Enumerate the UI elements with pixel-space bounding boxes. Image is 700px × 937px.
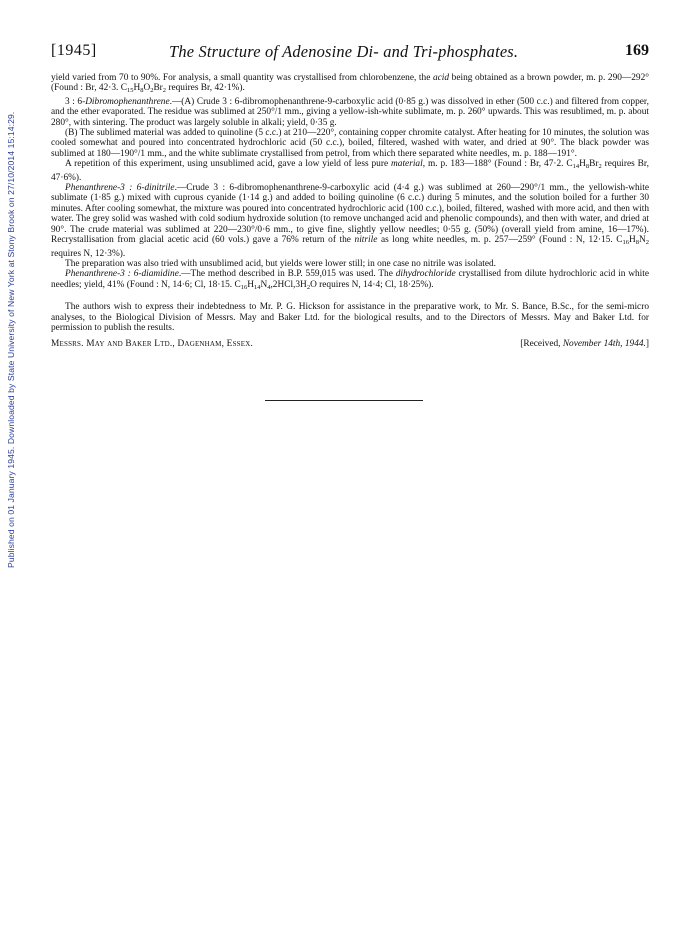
text-run: as long white needles, m. p. 257—259° (Found : N, 12·15. C [377, 235, 623, 246]
article-footer [51, 339, 649, 349]
running-header [51, 42, 649, 64]
italic-term: November 14th, 1944. [562, 339, 646, 350]
paragraph-yield [51, 73, 649, 97]
text-run: [Received, [520, 339, 563, 350]
text-run: 3 : 6- [65, 96, 86, 107]
text-run: O requires N, 14·4; Cl, 18·25%). [310, 279, 434, 290]
page-number: 169 [625, 42, 649, 59]
paragraph-unsublimed [51, 259, 649, 269]
formula-subscript: 2 [598, 163, 602, 171]
text-run: (B) The sublimed material was added to quinoline (5 c.c.) at 210—220°, containing copper chromite catalyst. After heating for 10 minutes, the solution was cooled somewhat and poured into concentrated hydrochloric acid (50 c.c.), boiled, filtered, washed with water, and dried at 90°. The black powder was sublimed at 180—190°/1 mm., and the white sublimate crystallised from petrol, from which there separated white needles, m. p. 188—191°. [51, 128, 649, 159]
text-run: ] [645, 339, 649, 350]
italic-term: nitrile [354, 235, 378, 246]
formula-subscript: 8 [585, 163, 590, 171]
formula-subscript: 2 [645, 239, 649, 247]
paragraph-method-b [51, 128, 649, 159]
italic-term: dihydrochloride [395, 269, 456, 280]
text-run: yield varied from 70 to 90%. For analysis, a small quantity was crystallised from chlorobenzene, the [51, 73, 433, 83]
text-run: O [143, 83, 151, 94]
acknowledgements [51, 302, 649, 333]
text-run: being obtained as a brown powder, m. p. 290—292° (Found : Br, 42·3. C [51, 73, 650, 94]
paragraph-dibromophenanthrene [51, 97, 649, 128]
text-run: requires N, 12·3%). [51, 248, 126, 259]
formula-subscript: 2 [162, 87, 167, 95]
text-run: H [579, 159, 586, 170]
formula-subscript: 16 [240, 283, 248, 291]
italic-term: acid [432, 73, 450, 83]
end-of-article-rule [265, 400, 423, 401]
text-run: crystallised from dilute hydrochloric acid in white needles; yield, 41% (Found : N, 14·6; Cl, 18·15. C [51, 269, 649, 290]
section-heading: Phenanthrene-3 : 6-dinitrile [65, 183, 175, 194]
text-run: The authors wish to express their indebtedness to Mr. P. G. Hickson for assistance in the preparative work, to Mr. S. Bance, B.Sc., for the semi-micro analyses, to the Biological Division of Messrs. May and Baker Ltd. for the biological results, and to the Directors of Messrs. May and Baker Ltd. for permission to publish the results. [51, 302, 649, 333]
section-heading: Phenanthrene-3 : 6-diamidine [65, 269, 179, 280]
text-run: .—The method described in B.P. 559,015 was used. The [178, 269, 396, 280]
article-body [51, 73, 649, 350]
affiliation: Messrs. May and Baker Ltd., Dagenham, Essex. [51, 339, 254, 350]
section-heading: Dibromophenanthrene [85, 96, 170, 107]
header-title: The Structure of Adenosine Di- and Tri-phosphates. [169, 42, 519, 61]
text-run: .—(A) Crude 3 : 6-dibromophenanthrene-9-carboxylic acid (0·85 g.) was dissolved in ether (500 c.c.) and filtered from copper, and the ether evaporated. The residue was sublimed at 250°/1 mm., giving a yellow-ish-white sublimate, m. p. 260° upwards. This was resublimed, m. p. about 280°, with sintering. The product was largely soluble in alkali; yield, 0·35 g. [51, 96, 649, 128]
paragraph-repetition [51, 159, 649, 183]
formula-subscript: 8 [635, 239, 639, 247]
text-run: Br [589, 159, 599, 170]
paragraph-dinitrile [51, 183, 649, 259]
header-year: [1945] [51, 42, 97, 59]
text-run: H [629, 235, 636, 246]
text-run: N [260, 279, 268, 290]
text-run: ,2HCl,3H [270, 279, 307, 290]
text-run: requires Br, 47·6%). [51, 159, 649, 183]
text-run: H [247, 279, 254, 290]
formula-subscript: 14 [253, 283, 261, 291]
italic-term: material [391, 159, 423, 170]
formula-subscript: 14 [572, 163, 580, 171]
formula-subscript: 15 [126, 87, 134, 95]
download-watermark: Published on 01 January 1945. Downloaded by State University of New York at Stony Brook on 27/10/2014 15:14:29. [6, 111, 16, 569]
formula-subscript: 8 [140, 87, 144, 95]
received-date [520, 339, 649, 349]
formula-subscript: 16 [622, 239, 629, 247]
text-run: N [639, 235, 646, 246]
text-run: The preparation was also tried with unsublimed acid, but yields were lower still; in one case no nitrile was isolated. [65, 258, 496, 269]
text-run: H [133, 83, 141, 94]
paragraph-diamidine [51, 269, 649, 293]
formula-subscript: 2 [150, 87, 154, 95]
text-run: .—Crude 3 : 6-dibromophenanthrene-9-carboxylic acid (4·4 g.) was sublimed at 260—290°/1 mm., the yellowish-white sublimate (1·85 g.) mixed with cuprous cyanide (1·14 g.) and added to boiling quinoline (6 c.c.) during 5 minutes, and the solution boiled for a further 30 minutes. After cooling somewhat, the mixture was poured into concentrated hydrochloric acid (100 c.c.), boiled, filtered, washed with more acid, and then with water. The grey solid was washed with cold sodium hydroxide solution (to remove unchanged acid and phenolic compounds), and then with water, and dried at 90°. The crude material was sublimed at 220—230°/0·6 mm., to give fine, slightly yellow needles; 0·55 g. (50%) (overall yield from amine, 16—17%). Recrystallisation from glacial acetic acid (60 vols.) gave a 76% return of the [51, 183, 649, 246]
text-run: A repetition of this experiment, using unsublimed acid, gave a low yield of less pure [65, 159, 392, 170]
text-run: requires Br, 42·1%). [166, 83, 245, 94]
text-run: Br [153, 83, 163, 94]
formula-subscript: 2 [306, 283, 311, 291]
formula-subscript: 4 [267, 283, 271, 291]
text-run: , m. p. 183—188° (Found : Br, 47·2. C [422, 159, 573, 170]
